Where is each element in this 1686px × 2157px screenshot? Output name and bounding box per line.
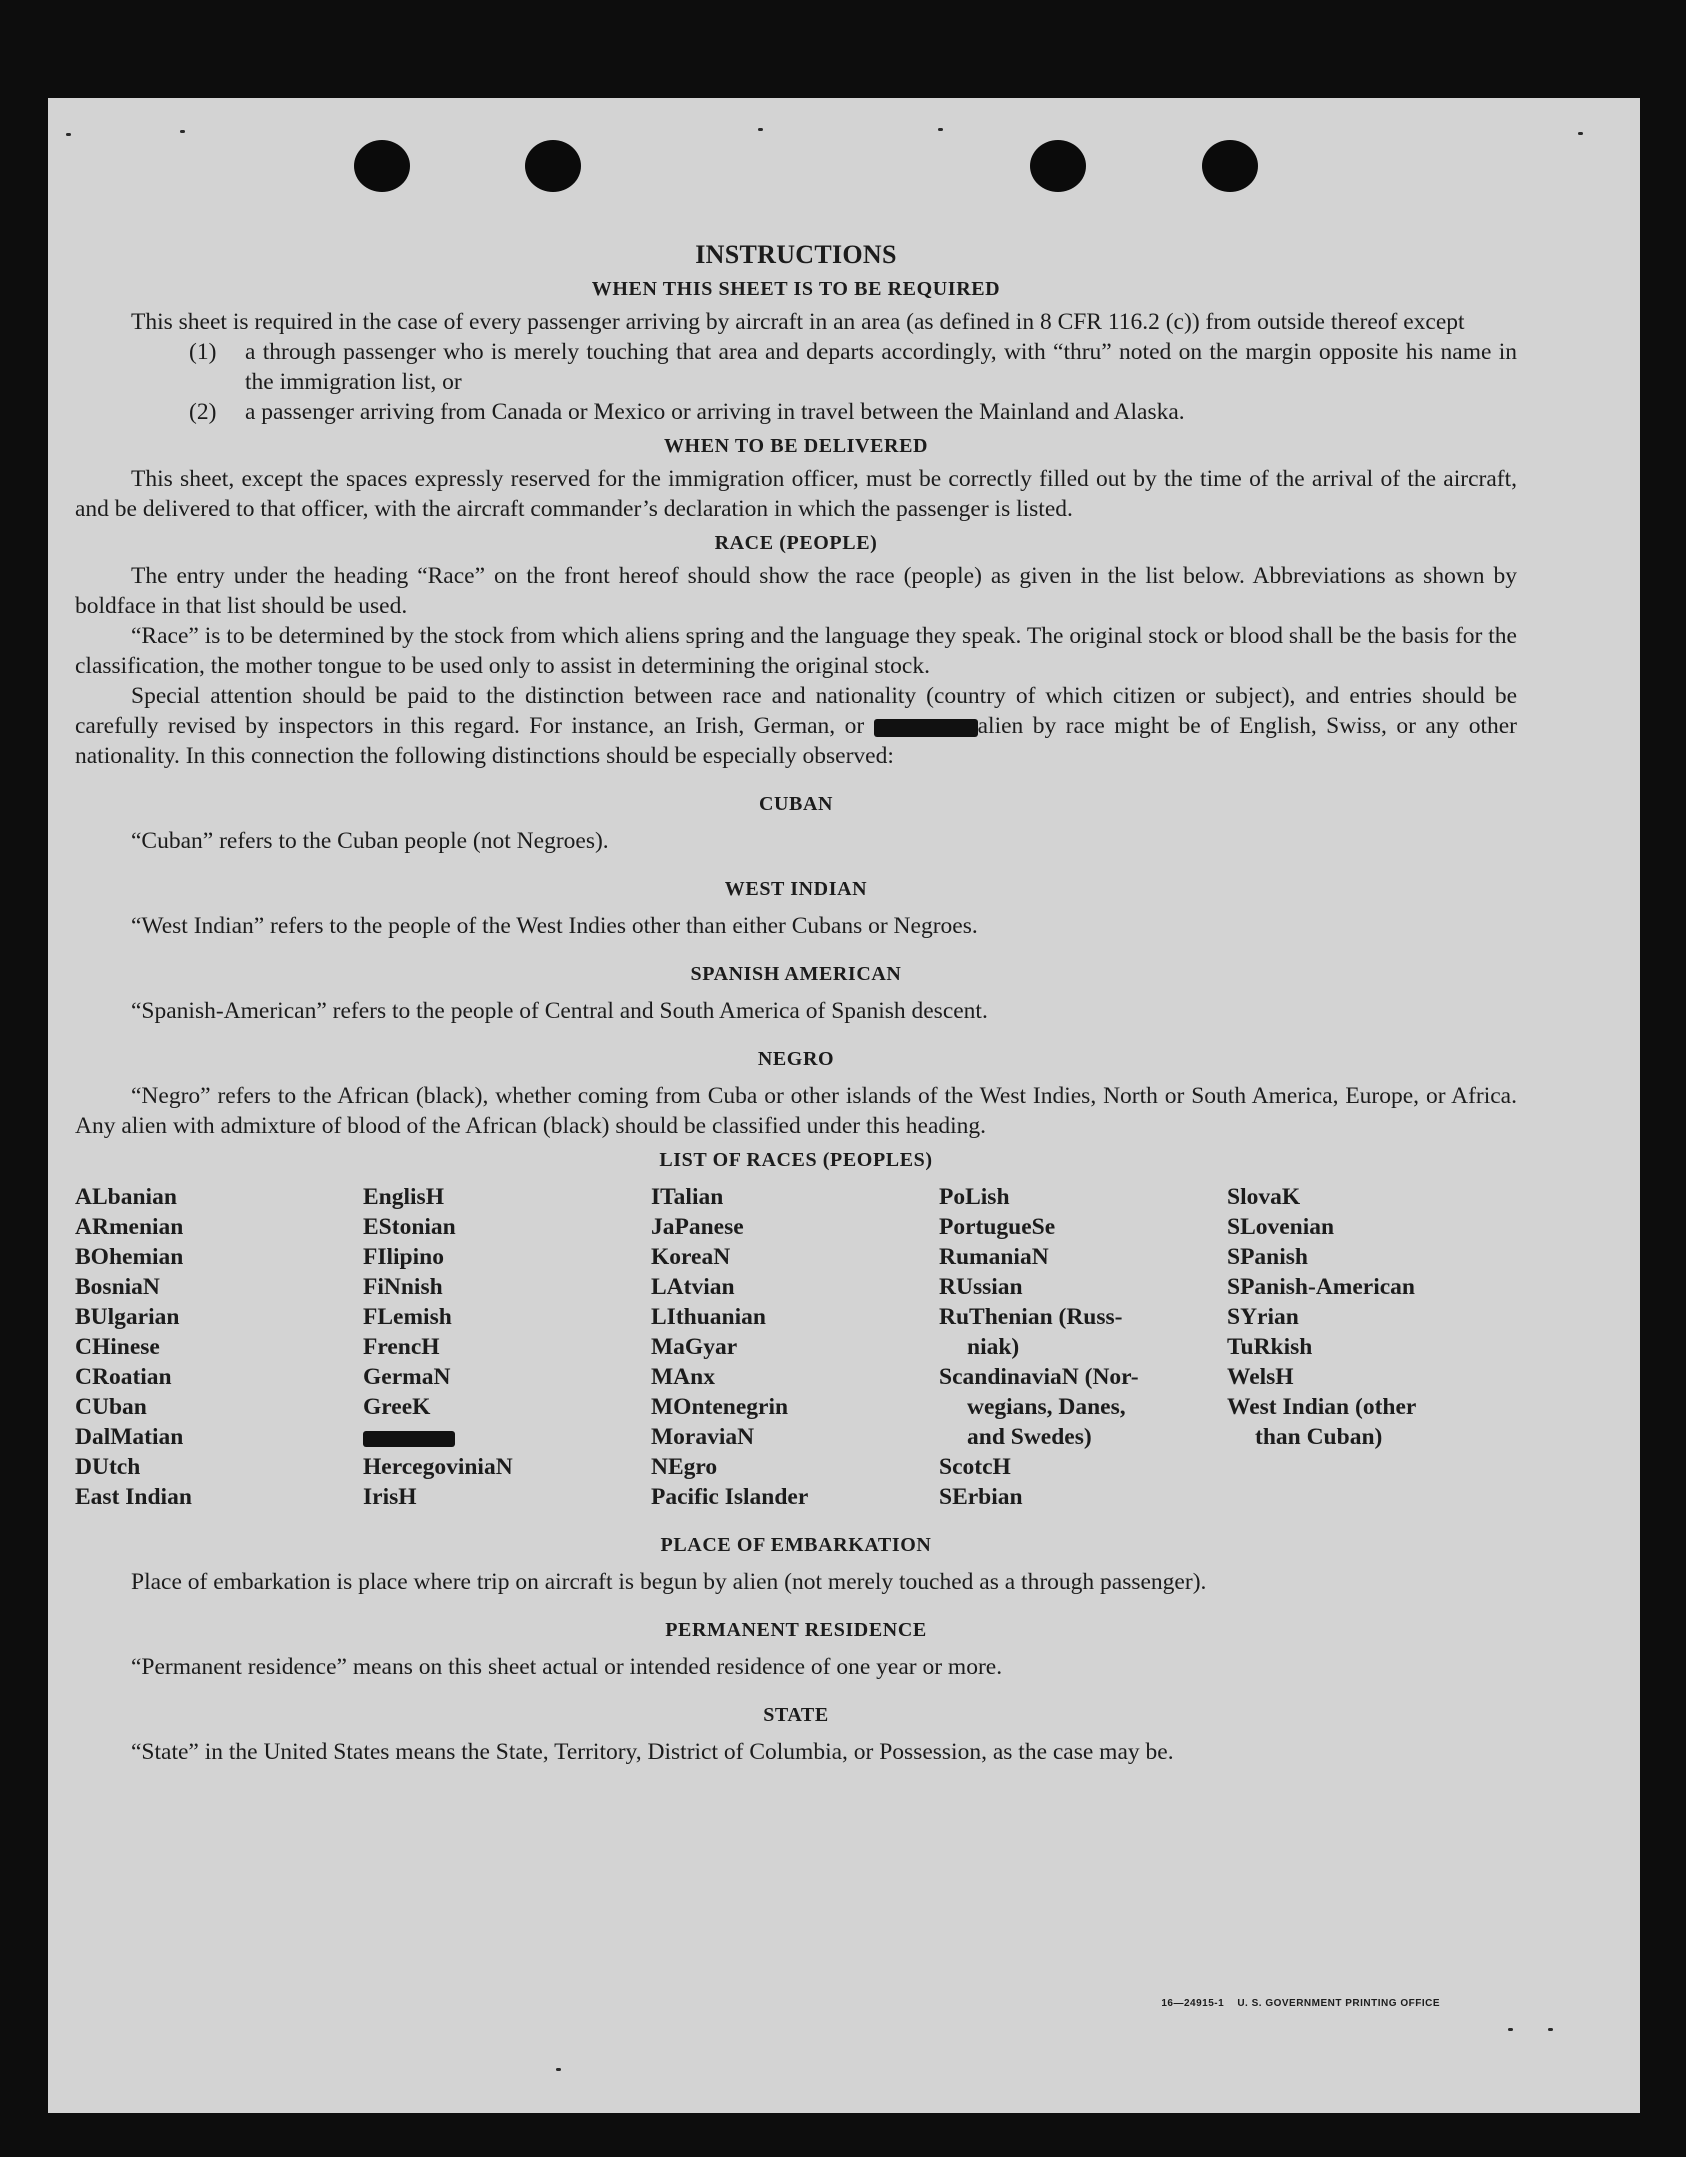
race-entry: IrisH	[363, 1484, 417, 1510]
race-entry: RUssian	[939, 1274, 1023, 1300]
printer-imprint	[1161, 1998, 1440, 2009]
race-entry: DalMatian	[75, 1424, 184, 1450]
race-entry: Pacific Islander	[651, 1484, 809, 1510]
race-entry: FrencH	[363, 1334, 440, 1360]
paragraph: “State” in the United States means the State, Territory, District of Columbia, or Possession, as the case may be.	[131, 1739, 1174, 1765]
section-heading: LIST OF RACES (PEOPLES)	[659, 1149, 933, 1171]
paragraph: This sheet, except the spaces expressly reserved for the immigration officer, must be correctly filled out by the time of the arrival of the aircraft, and be delivered to that officer, with the aircraft commander’s declaration in which the passenger is listed.	[75, 466, 1517, 522]
instructions-body	[75, 240, 1517, 1767]
speck	[1548, 2028, 1553, 2031]
race-entry: and Swedes)	[967, 1424, 1092, 1450]
race-entry: MOntenegrin	[651, 1394, 789, 1420]
race-entry: wegians, Danes,	[967, 1394, 1126, 1420]
paragraph: “Race” is to be determined by the stock from which aliens spring and the language they speak. The original stock or blood shall be the basis for the classification, the mother tongue to be used only to assist in determining the original stock.	[75, 623, 1517, 679]
punch-hole	[1030, 140, 1086, 192]
list-item	[75, 337, 1517, 397]
race-entry: MaGyar	[651, 1334, 738, 1360]
paragraph: “Cuban” refers to the Cuban people (not Negroes).	[131, 828, 609, 854]
races-column	[1227, 1182, 1515, 1512]
race-entry: SYrian	[1227, 1304, 1299, 1330]
race-entry: West Indian (other	[1227, 1394, 1417, 1420]
race-entry: DUtch	[75, 1454, 141, 1480]
race-entry: TuRkish	[1227, 1334, 1313, 1360]
race-entry: than Cuban)	[1255, 1424, 1383, 1450]
race-entry: WelsH	[1227, 1364, 1294, 1390]
section-heading: WHEN THIS SHEET IS TO BE REQUIRED	[591, 278, 1001, 300]
section-heading: PERMANENT RESIDENCE	[665, 1619, 927, 1641]
race-entry: SlovaK	[1227, 1184, 1301, 1210]
section-heading: PLACE OF EMBARKATION	[660, 1534, 932, 1556]
punch-hole	[354, 140, 410, 192]
races-column	[651, 1182, 939, 1512]
race-entry: KoreaN	[651, 1244, 731, 1270]
section-heading: WEST INDIAN	[724, 878, 868, 900]
list-item	[75, 397, 1517, 427]
paragraph: The entry under the heading “Race” on the front hereof should show the race (people) as given in the list below. Abbreviations as shown by boldface in that list should be used.	[75, 563, 1517, 619]
paragraph: This sheet is required in the case of every passenger arriving by aircraft in an area (as defined in 8 CFR 116.2 (c)) from outside thereof except	[131, 309, 1465, 335]
speck	[66, 133, 71, 136]
race-entry: ARmenian	[75, 1214, 184, 1240]
race-entry	[363, 1422, 651, 1452]
speck	[1578, 132, 1583, 135]
race-entry: ALbanian	[75, 1184, 177, 1210]
section-heading: STATE	[763, 1704, 829, 1726]
race-entry: MAnx	[651, 1364, 715, 1390]
speck	[556, 2068, 561, 2071]
section-heading: CUBAN	[758, 793, 834, 815]
paragraph: “Negro” refers to the African (black), whether coming from Cuba or other islands of the West Indies, North or South America, Europe, or Africa. Any alien with admixture of blood of the African (black) should be classified under this heading.	[75, 1083, 1517, 1139]
list-number: (2)	[189, 399, 217, 425]
race-entry: RumaniaN	[939, 1244, 1049, 1270]
race-entry: MoraviaN	[651, 1424, 755, 1450]
page-title: INSTRUCTIONS	[695, 240, 897, 269]
race-entry: EnglisH	[363, 1184, 444, 1210]
race-entry: LIthuanian	[651, 1304, 766, 1330]
race-entry: SPanish	[1227, 1244, 1308, 1270]
race-entry: SPanish-American	[1227, 1274, 1415, 1300]
printer-name: U. S. GOVERNMENT PRINTING OFFICE	[1237, 1998, 1440, 2009]
redaction-mark	[874, 719, 978, 737]
section-heading: NEGRO	[757, 1048, 835, 1070]
race-entry: ScandinaviaN (Nor-	[939, 1364, 1139, 1390]
speck	[1508, 2028, 1513, 2031]
race-entry: GreeK	[363, 1394, 431, 1420]
paragraph: “Permanent residence” means on this sheet actual or intended residence of one year or more.	[131, 1654, 1003, 1680]
paragraph	[75, 681, 1517, 771]
paragraph-part: alien by race might be of English, Swiss, or any other nationality. In this connection the following distinctions should be especially observed:	[75, 713, 1517, 769]
race-entry: CRoatian	[75, 1364, 172, 1390]
race-entry: PoLish	[939, 1184, 1010, 1210]
race-entry: PortugueSe	[939, 1214, 1056, 1240]
list-text: a passenger arriving from Canada or Mexico or arriving in travel between the Mainland and Alaska.	[245, 399, 1185, 425]
paragraph: “Spanish-American” refers to the people of Central and South America of Spanish descent.	[131, 998, 988, 1024]
paragraph: “West Indian” refers to the people of the West Indies other than either Cubans or Negroes.	[131, 913, 978, 939]
race-entry: FIlipino	[363, 1244, 444, 1270]
punch-hole	[1202, 140, 1258, 192]
races-column	[939, 1182, 1227, 1512]
race-entry: FiNnish	[363, 1274, 443, 1300]
race-entry: ITalian	[651, 1184, 724, 1210]
punch-hole	[525, 140, 581, 192]
race-entry: East Indian	[75, 1484, 192, 1510]
section-heading: RACE (PEOPLE)	[714, 532, 878, 554]
speck	[180, 130, 185, 133]
speck	[758, 128, 763, 131]
redaction-mark	[363, 1431, 455, 1447]
paragraph: Place of embarkation is place where trip on aircraft is begun by alien (not merely touched as a through passenger).	[131, 1569, 1207, 1595]
race-entry: HercegoviniaN	[363, 1454, 513, 1480]
paragraph-part: Special attention should be paid to the distinction between race and nationality (country of which citizen or subject), and entries should be carefully revised by inspectors in this regard. For instance, an Irish, German, or	[75, 683, 1517, 739]
race-entry: GermaN	[363, 1364, 451, 1390]
race-entry: RuThenian (Russ-	[939, 1304, 1123, 1330]
race-entry: SErbian	[939, 1484, 1023, 1510]
race-entry: ScotcH	[939, 1454, 1011, 1480]
race-entry: EStonian	[363, 1214, 456, 1240]
document-sheet	[48, 98, 1640, 2113]
section-heading: SPANISH AMERICAN	[690, 963, 902, 985]
race-entry: BUlgarian	[75, 1304, 180, 1330]
list-number: (1)	[189, 339, 217, 365]
races-column	[75, 1182, 363, 1512]
section-heading: WHEN TO BE DELIVERED	[663, 435, 929, 457]
race-entry: LAtvian	[651, 1274, 735, 1300]
races-column	[363, 1182, 651, 1512]
race-entry: CHinese	[75, 1334, 160, 1360]
race-entry: NEgro	[651, 1454, 718, 1480]
races-list	[75, 1182, 1517, 1512]
race-entry: JaPanese	[651, 1214, 744, 1240]
list-text: a through passenger who is merely touching that area and departs accordingly, with “thru” noted on the margin opposite his name in the immigration list, or	[245, 339, 1517, 395]
race-entry: niak)	[967, 1334, 1020, 1360]
race-entry: SLovenian	[1227, 1214, 1335, 1240]
speck	[938, 128, 943, 131]
race-entry: BosniaN	[75, 1274, 160, 1300]
form-code: 16—24915-1	[1161, 1998, 1225, 2009]
race-entry: FLemish	[363, 1304, 452, 1330]
race-entry: BOhemian	[75, 1244, 184, 1270]
race-entry: CUban	[75, 1394, 147, 1420]
